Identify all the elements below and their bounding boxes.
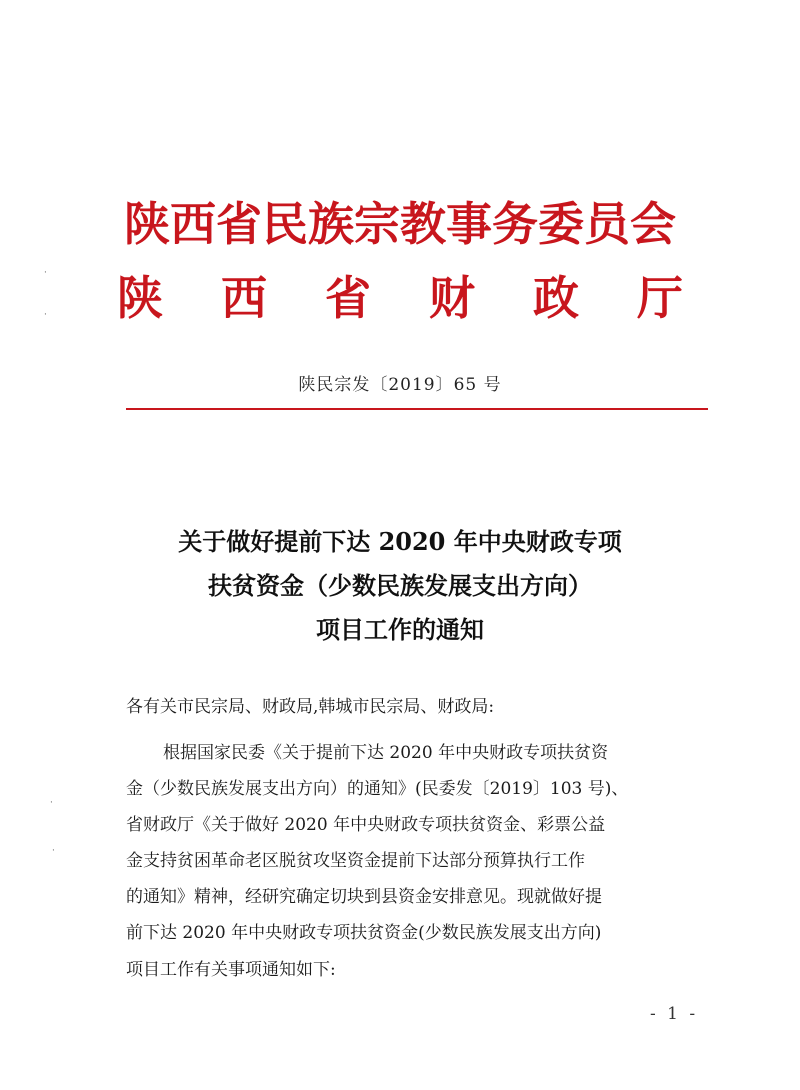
paragraph-line: 的通知》精神，经研究确定切块到县资金安排意见。现就做好提 [126, 887, 602, 907]
document-title-line-2: 扶贫资金（少数民族发展支出方向） [208, 571, 592, 600]
binding-mark: · [44, 268, 47, 278]
paragraph-line: 前下达 2020 年中央财政专项扶贫资金(少数民族发展支出方向) [126, 923, 602, 943]
binding-mark: · [52, 846, 55, 856]
document-number: 陕民宗发〔2019〕65 号 [298, 375, 502, 395]
paragraph-line: 金（少数民族发展支出方向）的通知》(民委发〔2019〕103 号)、 [126, 779, 629, 799]
paragraph-line: 金支持贫困革命老区脱贫攻坚资金提前下达部分预算执行工作 [126, 851, 585, 871]
salutation: 各有关市民宗局、财政局,韩城市民宗局、财政局: [126, 697, 495, 717]
binding-mark: · [50, 798, 53, 808]
document-title-line-1: 关于做好提前下达 2020 年中央财政专项 [178, 527, 622, 556]
issuing-org-1: 陕西省民族宗教事务委员会 [124, 197, 676, 251]
document-title-line-3: 项目工作的通知 [316, 615, 484, 644]
issuing-org-2: 陕西省财政厅 [117, 271, 741, 325]
page-number: - 1 - [650, 1004, 699, 1024]
binding-mark: · [44, 310, 47, 320]
paragraph-line: 根据国家民委《关于提前下达 2020 年中央财政专项扶贫资 [163, 743, 609, 763]
paragraph-line: 省财政厅《关于做好 2020 年中央财政专项扶贫资金、彩票公益 [126, 815, 606, 835]
paragraph-line: 项目工作有关事项通知如下: [126, 960, 336, 980]
red-divider-line [126, 408, 708, 410]
